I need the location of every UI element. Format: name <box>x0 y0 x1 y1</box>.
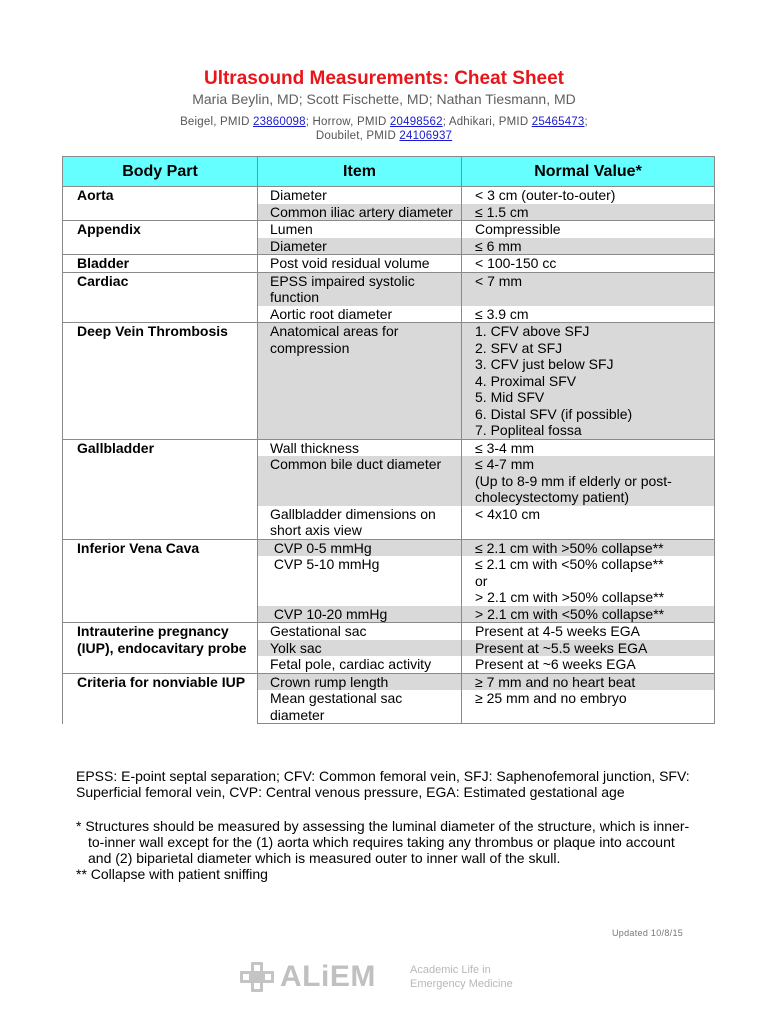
logo-tagline-line1: Academic Life in <box>410 964 491 976</box>
table-row <box>63 623 715 640</box>
value-cell: Present at ~5.5 weeks EGA <box>462 640 715 657</box>
ref-separator: ; <box>584 116 588 128</box>
value-cell: Present at ~6 weeks EGA <box>462 656 715 673</box>
page-title: Ultrasound Measurements: Cheat Sheet <box>203 68 565 89</box>
value-cell: ≤ 4-7 mm (Up to 8-9 mm if elderly or post- cholecystectomy patient) <box>462 456 715 506</box>
table-row <box>63 255 715 273</box>
item-cell: Aortic root diameter <box>258 306 462 323</box>
ref-doubilet-label: Doubilet, PMID <box>315 130 400 142</box>
value-cell: ≤ 2.1 cm with <50% collapse** or > 2.1 cm with >50% collapse** <box>462 556 715 606</box>
table-row <box>63 673 715 690</box>
updated-date: Updated 10/8/15 <box>612 928 684 938</box>
body-part-cell: Inferior Vena Cava <box>63 539 258 623</box>
aliem-logo <box>238 960 538 994</box>
value-cell: > 2.1 cm with <50% collapse** <box>462 606 715 623</box>
footnote-collapse: ** Collapse with patient sniffing <box>76 866 268 883</box>
value-cell: 1. CFV above SFJ 2. SFV at SFJ 3. CFV just below SFJ 4. Proximal SFV 5. Mid SFV 6. Distal SFV (if possible) 7. Popliteal fossa <box>462 323 715 440</box>
pmid-link-horrow[interactable]: 20498562 <box>389 116 443 128</box>
item-cell: Common bile duct diameter <box>258 456 462 506</box>
body-part-cell: Bladder <box>63 255 258 273</box>
logo-name: ALiEM <box>280 960 376 993</box>
footnote-luminal-diameter: * Structures should be measured by assessing the luminal diameter of the structure, which is inner-to-inner wall except for the (1) aorta which requires taking any thrombus or plaque into account and (2) biparietal diameter which is measured outer to inner wall of the skull. <box>76 817 690 867</box>
body-part-cell: Deep Vein Thrombosis <box>63 323 258 440</box>
pmid-link-doubilet[interactable]: 24106937 <box>399 130 453 142</box>
value-cell: ≤ 3-4 mm <box>462 439 715 456</box>
ref-horrow-label: ; Horrow, PMID <box>305 116 390 128</box>
body-part-cell: Gallbladder <box>63 439 258 539</box>
value-cell: ≥ 7 mm and no heart beat <box>462 673 715 690</box>
value-cell: ≤ 1.5 cm <box>462 204 715 221</box>
body-part-cell: Aorta <box>63 187 258 221</box>
table-row <box>63 323 715 440</box>
item-cell: CVP 0-5 mmHg <box>258 539 462 556</box>
value-cell: Present at 4-5 weeks EGA <box>462 623 715 640</box>
pmid-link-adhikari[interactable]: 25465473 <box>531 116 585 128</box>
value-cell: < 3 cm (outer-to-outer) <box>462 187 715 204</box>
authors: Maria Beylin, MD; Scott Fischette, MD; Nathan Tiesmann, MD <box>192 91 576 107</box>
body-part-cell: Criteria for nonviable IUP <box>63 673 258 724</box>
abbreviations-note: EPSS: E-point septal separation; CFV: Common femoral vein, SFJ: Saphenofemoral junction, SFV: Superficial femoral vein, CVP: Central venous pressure, EGA: Estimated gestational age <box>76 768 690 801</box>
logo-tagline <box>410 963 513 991</box>
value-cell: < 7 mm <box>462 272 715 306</box>
item-cell: Diameter <box>258 187 462 204</box>
item-cell: Gestational sac <box>258 623 462 640</box>
item-cell: Common iliac artery diameter <box>258 204 462 221</box>
measurements-table <box>62 156 715 724</box>
column-header-normal-value: Normal Value* <box>462 157 715 187</box>
table-row <box>63 272 715 306</box>
body-part-cell: Intrauterine pregnancy (IUP), endocavitary probe <box>63 623 258 674</box>
item-cell: Wall thickness <box>258 439 462 456</box>
item-cell: Diameter <box>258 238 462 255</box>
body-part-cell: Appendix <box>63 221 258 255</box>
value-cell: Compressible <box>462 221 715 238</box>
ref-adhikari-label: ; Adhikari, PMID <box>442 116 532 128</box>
references <box>150 115 618 143</box>
value-cell: ≤ 2.1 cm with >50% collapse** <box>462 539 715 556</box>
item-cell: CVP 10-20 mmHg <box>258 606 462 623</box>
item-cell: EPSS impaired systolic function <box>258 272 462 306</box>
table-row <box>63 439 715 456</box>
item-cell: Lumen <box>258 221 462 238</box>
logo-tagline-line2: Emergency Medicine <box>410 978 513 990</box>
value-cell: ≥ 25 mm and no embryo <box>462 690 715 724</box>
body-part-cell: Cardiac <box>63 272 258 323</box>
pmid-link-beigel[interactable]: 23860098 <box>252 116 306 128</box>
item-cell: Gallbladder dimensions on short axis view <box>258 506 462 540</box>
table-row <box>63 187 715 204</box>
table-header-row <box>63 157 715 187</box>
column-header-body-part: Body Part <box>63 157 258 187</box>
ref-beigel-label: Beigel, PMID <box>180 116 253 128</box>
value-cell: < 100-150 cc <box>462 255 715 273</box>
item-cell: Fetal pole, cardiac activity <box>258 656 462 673</box>
item-cell: Crown rump length <box>258 673 462 690</box>
item-cell: Yolk sac <box>258 640 462 657</box>
item-cell: CVP 5-10 mmHg <box>258 556 462 606</box>
value-cell: < 4x10 cm <box>462 506 715 540</box>
value-cell: ≤ 6 mm <box>462 238 715 255</box>
item-cell: Post void residual volume <box>258 255 462 273</box>
item-cell: Mean gestational sac diameter <box>258 690 462 724</box>
item-cell: Anatomical areas for compression <box>258 323 462 440</box>
column-header-item: Item <box>258 157 462 187</box>
table-row <box>63 221 715 238</box>
aliem-cross-logo-icon <box>238 960 276 994</box>
value-cell: ≤ 3.9 cm <box>462 306 715 323</box>
notes <box>76 768 696 883</box>
table-row <box>63 539 715 556</box>
